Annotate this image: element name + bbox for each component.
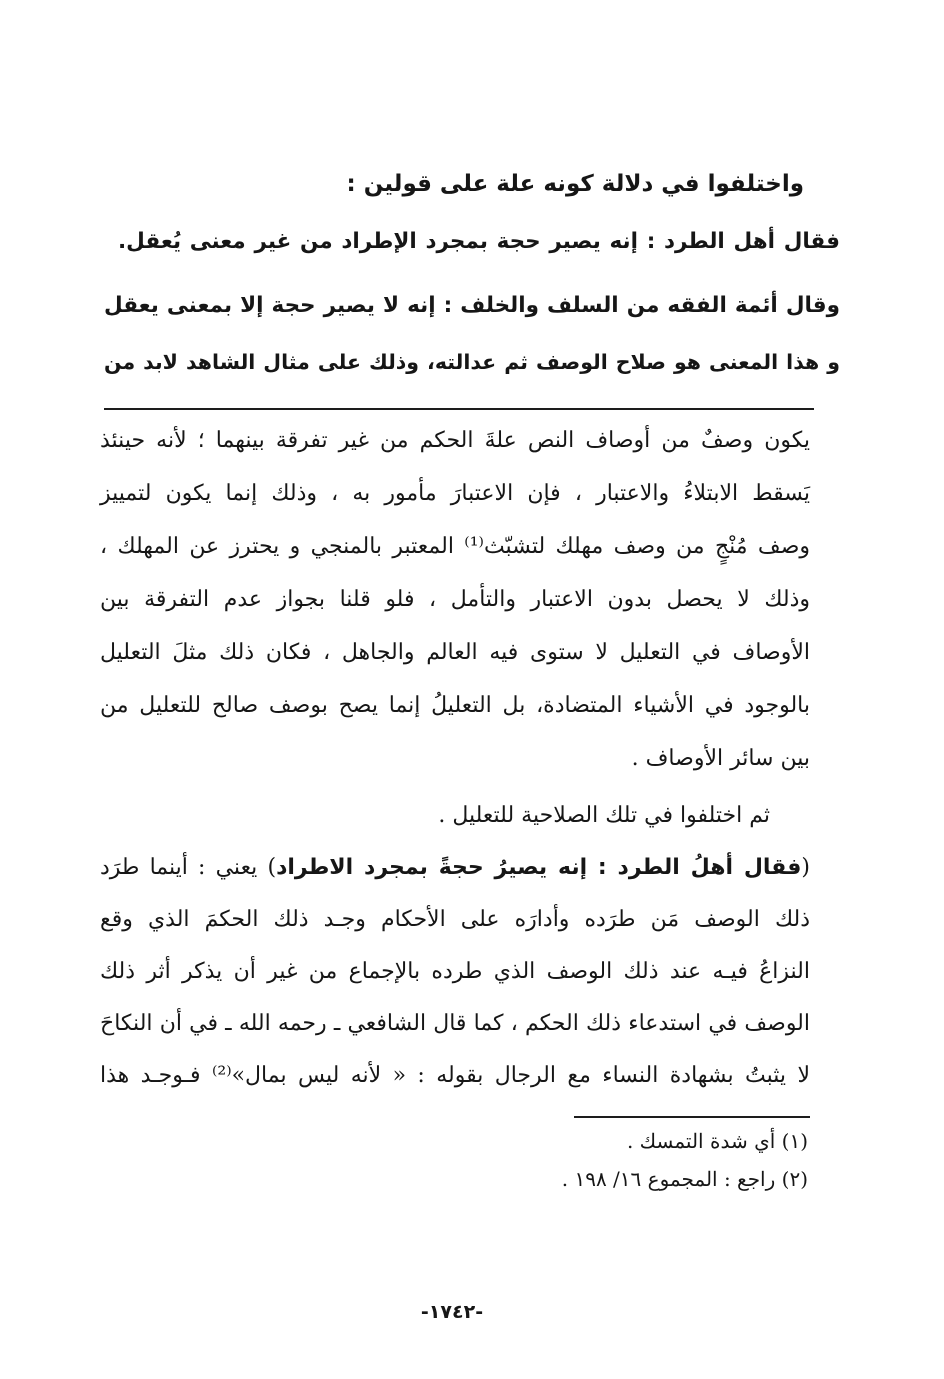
sharh3-line-2: النزاعُ فيـه عند ذلك الوصف الذي طرده بالإجماع من غير أن يذكر أثر ذلك (100, 959, 811, 984)
page-number: -١٧٤٢- (420, 1301, 484, 1323)
matn-line-3: وقال أئمة الفقه من السلف والخلف : إنه لا يصير حجة إلا بمعنى يعقل (104, 293, 840, 318)
sharh3-line-4: لا يثبتُ بشهادة النساء مع الرجال بقوله : « لأنه ليس بمال»⁽²⁾ فـوجـد هذا (100, 1063, 810, 1088)
sharh-line-5: الأوصاف في التعليل لا ستوى فيه العالم والجاهل ، فكان ذلك مثلَ التعليل (100, 640, 810, 665)
quote-open-paren: ( (801, 855, 810, 880)
footnote-1: (١) أي شدة التمسك . (626, 1129, 808, 1153)
sharh-line-7: بين سائر الأوصاف . (631, 746, 810, 771)
matn-line-1: واختلفوا في دلالة كونه علة على قولين : (346, 171, 804, 197)
sharh-line-2: يَسقط الابتلاءُ والاعتبار ، فإن الاعتبارَ مأمور به ، وذلك إنما يكون لتمييز (100, 481, 810, 506)
quote-close-paren: ) (267, 855, 277, 880)
sharh-paragraph-2: ثم اختلفوا في تلك الصلاحية للتعليل . (438, 803, 770, 828)
matn-line-4: و هذا المعنى هو صلاح الوصف ثم عدالته، وذلك على مثال الشاهد لابد من (104, 350, 840, 374)
sharh3-line-3: الوصف في استدعاء ذلك الحكم ، كما قال الشافعي ـ رحمه الله ـ في أن النكاحَ (100, 1011, 810, 1036)
sharh-line-6: بالوجود في الأشياء المتضادة، بل التعليلُ إنما يصح بوصف صالح للتعليل من (100, 693, 810, 718)
footnote-2: (٢) راجع : المجموع ١٦/ ١٩٨ . (561, 1167, 808, 1191)
sharh3-line-1: ذلك الوصف مَن طرَده وأدارَه على الأحكام وجـد ذلك الحكمَ الذي وقع (100, 907, 810, 932)
separator-rule (104, 408, 814, 410)
matn-line-2: فقال أهل الطرد : إنه يصير حجة بمجرد الإطراد من غير معنى يُعقل. (118, 229, 840, 254)
quoted-matn-text: فقال أهلُ الطرد : إنه يصيرُ حجةً بمجرد الاطراد (276, 855, 802, 880)
sharh-line-1: يكون وصفٌ من أوصاف النص علةَ الحكم من غير تفرقة بينهما ؛ لأنه حينئذ (100, 428, 810, 453)
sharh-line-3: وصف مُنْجٍ من وصف مهلك لتشبّث⁽¹⁾ المعتبر بالمنجي و يحترز عن المهلك ، (100, 534, 811, 559)
quoted-matn-line (100, 848, 810, 888)
sharh-line-4: وذلك لا يحصل بدون الاعتبار والتأمل ، فلو قلنا بجواز عدم التفرقة بين (100, 587, 810, 612)
quote-commentary: يعني : أينما طرَد (100, 855, 268, 880)
footnote-rule (574, 1116, 810, 1118)
